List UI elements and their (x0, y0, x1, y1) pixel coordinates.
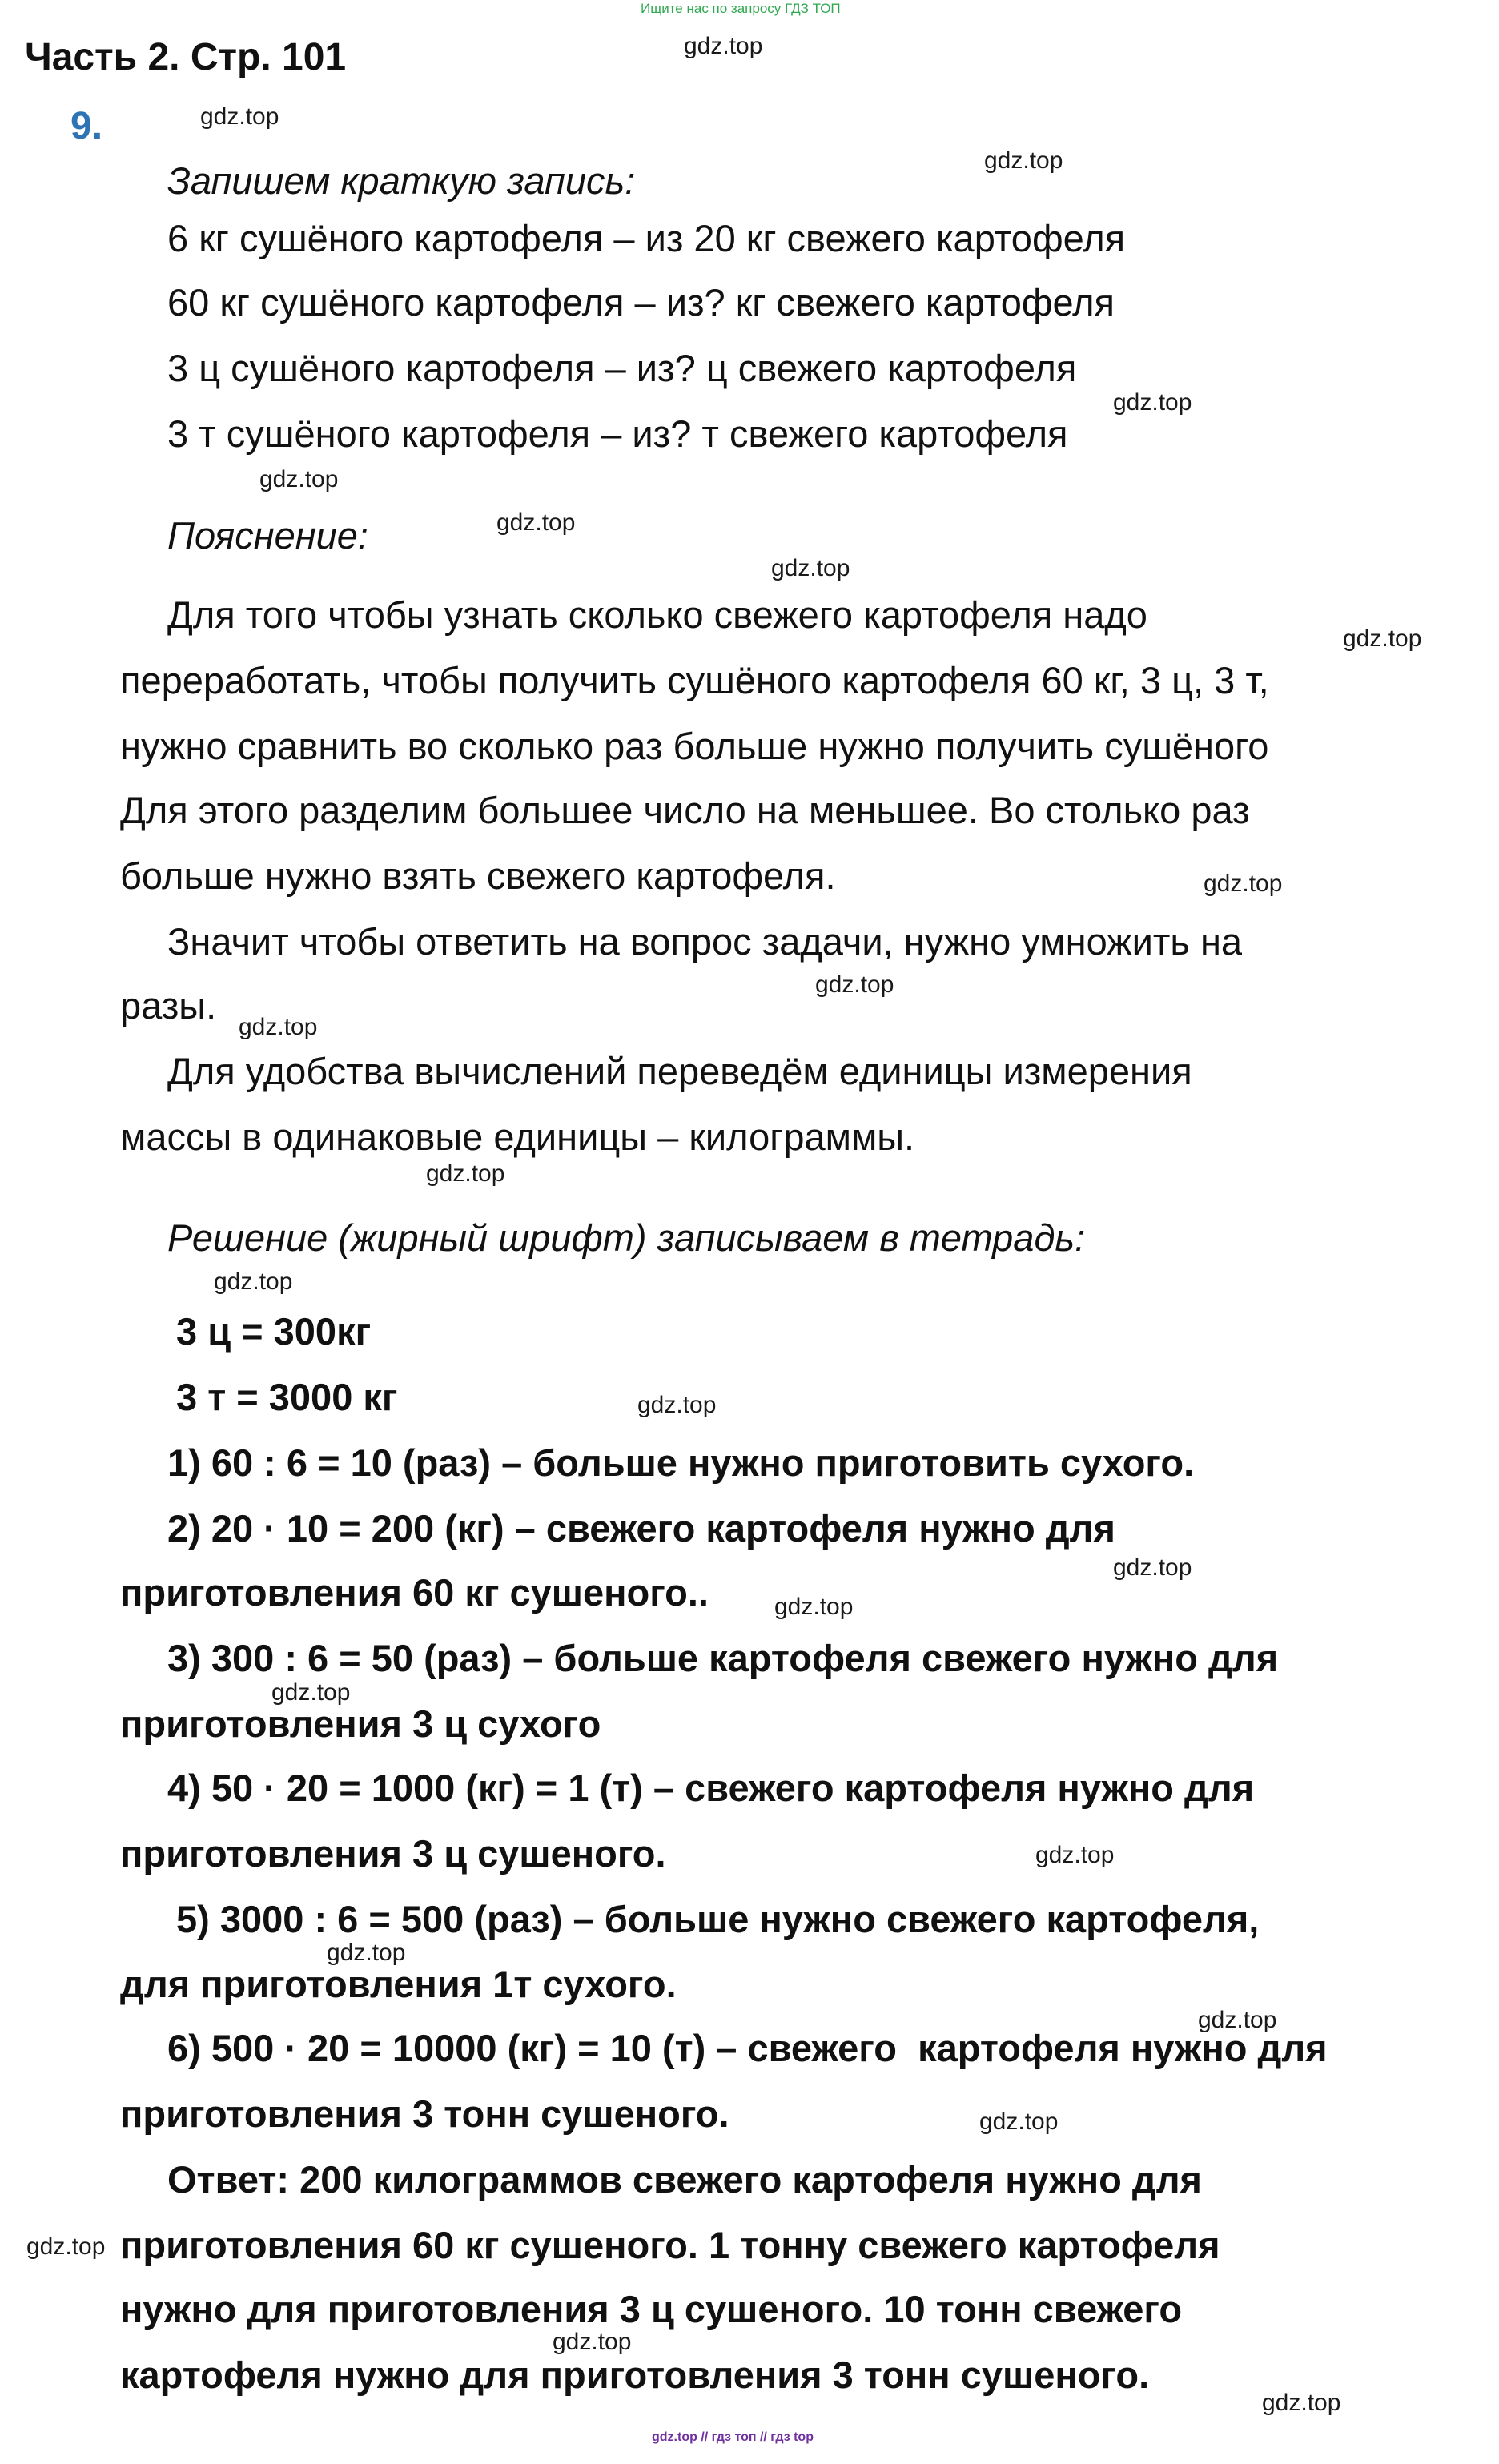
explanation-line: массы в одинаковые единицы – килограммы. (120, 1115, 915, 1158)
watermark: gdz.top (553, 2329, 632, 2355)
watermark: gdz.top (1262, 2390, 1341, 2416)
solution-step-line: 1) 60 : 6 = 10 (раз) – больше нужно приготовить сухого. (167, 1441, 1195, 1484)
watermark: gdz.top (214, 1268, 293, 1295)
short-record-line: 3 ц сушёного картофеля – из? ц свежего картофеля (167, 347, 1077, 389)
watermark: gdz.top (200, 103, 279, 130)
answer-line: картофеля нужно для приготовления 3 тонн сушеного. (120, 2353, 1150, 2396)
conversion-line: 3 т = 3000 кг (176, 1376, 398, 1418)
task-number: 9. (70, 105, 103, 147)
page-title: Часть 2. Стр. 101 (25, 36, 347, 78)
watermark: gdz.top (771, 555, 850, 581)
explanation-line: Для удобства вычислений переведём единицы измерения (167, 1050, 1192, 1092)
short-record-line: 3 т сушёного картофеля – из? т свежего картофеля (167, 412, 1068, 455)
solution-step-line: 6) 500 · 20 = 10000 (кг) = 10 (т) – свежего картофеля нужно для (167, 2027, 1328, 2069)
explanation-line: нужно сравнить во сколько раз больше нужно получить сушёного (120, 725, 1269, 767)
short-record-line: 60 кг сушёного картофеля – из? кг свежего картофеля (167, 281, 1115, 324)
answer-line: приготовления 60 кг сушеного. 1 тонну свежего картофеля (120, 2224, 1220, 2266)
watermark: gdz.top (496, 509, 576, 536)
watermark: gdz.top (774, 1594, 854, 1620)
explanation-line: Значит чтобы ответить на вопрос задачи, нужно умножить на (167, 920, 1243, 963)
solution-step-line: для приготовления 1т сухого. (120, 1963, 677, 2005)
explanation-line: больше нужно взять свежего картофеля. (120, 854, 836, 897)
solution-step-line: 4) 50 · 20 = 1000 (кг) = 1 (т) – свежего картофеля нужно для (167, 1767, 1255, 1809)
solution-step-line: 3) 300 : 6 = 50 (раз) – больше картофеля свежего нужно для (167, 1637, 1279, 1679)
watermark: gdz.top (1343, 625, 1422, 652)
answer-line: Ответ: 200 килограммов свежего картофеля нужно для (167, 2158, 1202, 2201)
watermark: gdz.top (1113, 1554, 1192, 1581)
watermark: gdz.top (327, 1939, 406, 1966)
watermark: gdz.top (979, 2108, 1059, 2135)
watermark: gdz.top (1198, 2007, 1277, 2033)
solution-step-line: приготовления 60 кг сушеного.. (120, 1571, 709, 1614)
watermark: gdz.top (1035, 1842, 1115, 1868)
short-record-line: 6 кг сушёного картофеля – из 20 кг свежего картофеля (167, 217, 1126, 259)
conversion-line: 3 ц = 300кг (176, 1310, 372, 1353)
solution-heading: Решение (жирный шрифт) записываем в тетрадь: (167, 1216, 1086, 1259)
watermark: gdz.top (259, 466, 339, 492)
solution-step-line: приготовления 3 тонн сушеного. (120, 2092, 729, 2135)
answer-line: нужно для приготовления 3 ц сушеного. 10 тонн свежего (120, 2288, 1183, 2330)
watermark: gdz.top (1113, 389, 1192, 416)
watermark: gdz.top (271, 1679, 351, 1706)
watermark: gdz.top (637, 1392, 717, 1418)
explanation-heading: Пояснение: (167, 514, 368, 557)
explanation-line: Для этого разделим большее число на меньшее. Во столько раз (120, 789, 1250, 831)
explanation-line: Для того чтобы узнать сколько свежего картофеля надо (167, 593, 1147, 636)
explanation-line: переработать, чтобы получить сушёного картофеля 60 кг, 3 ц, 3 т, (120, 659, 1269, 701)
watermark: gdz.top (984, 147, 1063, 174)
bottom-notice: gdz.top // гдз топ // гдз top (652, 2430, 814, 2444)
watermark: gdz.top (26, 2233, 106, 2260)
watermark: gdz.top (684, 33, 763, 59)
explanation-line: разы. (120, 984, 217, 1027)
watermark: gdz.top (239, 1014, 318, 1040)
top-notice: Ищите нас по запросу ГДЗ ТОП (641, 1, 841, 16)
solution-step-line: приготовления 3 ц сушеного. (120, 1832, 666, 1875)
solution-step-line: приготовления 3 ц сухого (120, 1702, 601, 1745)
watermark: gdz.top (1204, 870, 1283, 897)
watermark: gdz.top (426, 1160, 505, 1187)
solution-step-line: 2) 20 · 10 = 200 (кг) – свежего картофеля нужно для (167, 1507, 1115, 1550)
solution-step-line: 5) 3000 : 6 = 500 (раз) – больше нужно свежего картофеля, (176, 1898, 1260, 1940)
watermark: gdz.top (815, 971, 894, 998)
short-record-heading: Запишем краткую запись: (167, 159, 636, 202)
